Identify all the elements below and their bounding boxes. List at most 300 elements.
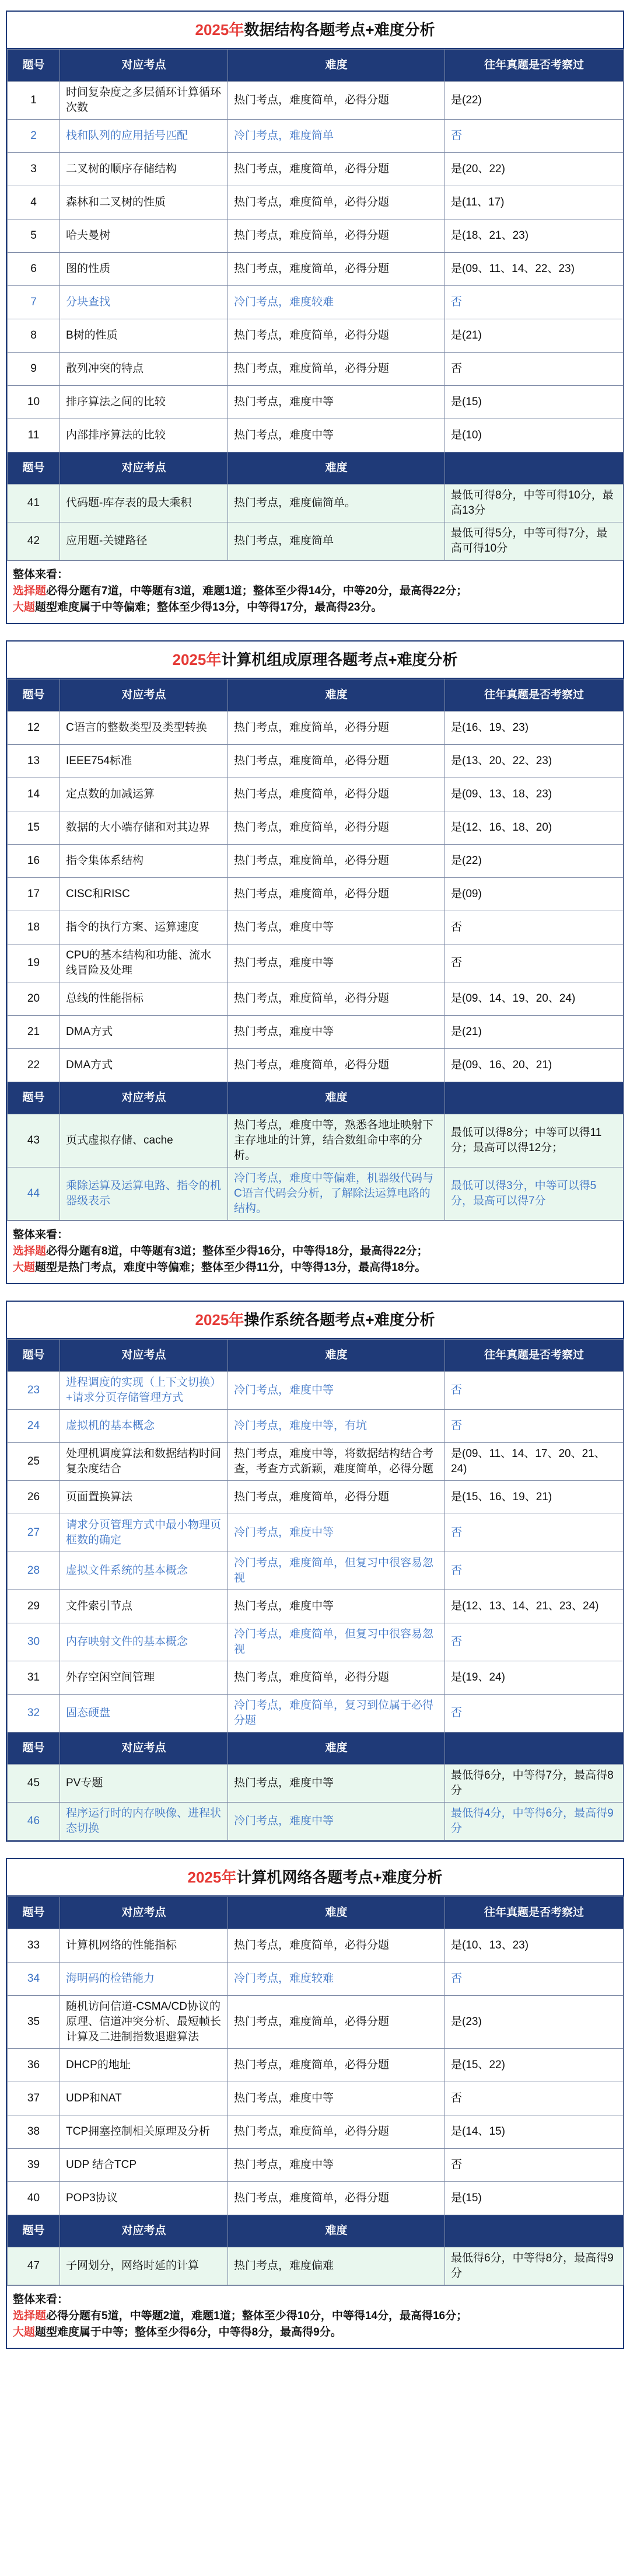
question-difficulty: 热门考点，难度简单，必得分题 xyxy=(228,186,445,219)
question-history: 是(20、22) xyxy=(445,153,624,186)
question-difficulty: 热门考点，难度简单，必得分题 xyxy=(228,219,445,253)
question-topic: 虚拟文件系统的基本概念 xyxy=(60,1552,228,1590)
col-header-topic: 对应考点 xyxy=(60,679,228,712)
ds-section-title xyxy=(7,12,623,49)
question-history: 否 xyxy=(445,2149,624,2182)
question-history: 是(09、13、18、23) xyxy=(445,778,624,811)
question-row xyxy=(8,1929,624,1962)
question-topic: 计算机网络的性能指标 xyxy=(60,1929,228,1962)
question-row xyxy=(8,386,624,419)
net-title-text: 计算机网络各题考点+难度分析 xyxy=(236,1869,443,1886)
question-topic: 页面置换算法 xyxy=(60,1481,228,1514)
col-header-num: 题号 xyxy=(8,1082,60,1114)
question-history: 是(14、15) xyxy=(445,2115,624,2149)
question-row xyxy=(8,1372,624,1410)
question-difficulty: 热门考点，难度简单，必得分题 xyxy=(228,2049,445,2082)
question-topic: 指令的执行方案、运算速度 xyxy=(60,911,228,944)
question-number: 17 xyxy=(8,878,60,911)
question-history: 是(18、21、23) xyxy=(445,219,624,253)
net-section xyxy=(6,1858,624,2349)
col-header-num: 题号 xyxy=(8,1897,60,1929)
question-topic: 数据的大小端存储和对其边界 xyxy=(60,811,228,845)
question-number: 27 xyxy=(8,1514,60,1552)
question-history: 是(22) xyxy=(445,845,624,878)
question-difficulty: 热门考点，难度简单，必得分题 xyxy=(228,253,445,286)
question-difficulty: 冷门考点，难度中等偏难，机器级代码与C语言代码会分析，了解除法运算电路的结构。 xyxy=(228,1167,445,1221)
question-score-range: 最低可以得3分，中等可以得5分，最高可以得7分 xyxy=(445,1167,624,1221)
question-topic: POP3协议 xyxy=(60,2182,228,2215)
question-number: 7 xyxy=(8,286,60,319)
question-history: 否 xyxy=(445,2082,624,2115)
question-topic: B树的性质 xyxy=(60,319,228,353)
summary-big-line xyxy=(13,2324,617,2341)
question-score-range: 最低可得8分，中等可得10分，最高13分 xyxy=(445,484,624,522)
col-header-difficulty: 难度 xyxy=(228,452,445,484)
summary-big-line xyxy=(13,1260,617,1276)
question-row xyxy=(8,2049,624,2082)
choice-text: 必得分题有7道，中等题有3道，难题1道；整体至少得14分，中等20分，最高得22分； xyxy=(46,585,468,597)
question-row xyxy=(8,353,624,386)
ds-title-year: 2025年 xyxy=(195,21,244,39)
question-history: 是(19、24) xyxy=(445,1661,624,1695)
question-difficulty: 热门考点，难度简单，必得分题 xyxy=(228,1996,445,2049)
question-difficulty: 热门考点，难度简单，必得分题 xyxy=(228,153,445,186)
ds-table xyxy=(7,49,624,560)
col-header-score xyxy=(445,452,624,484)
question-topic: 内部排序算法的比较 xyxy=(60,419,228,452)
question-history: 否 xyxy=(445,944,624,982)
question-difficulty: 热门考点，难度中等 xyxy=(228,911,445,944)
question-number: 47 xyxy=(8,2247,60,2285)
question-number: 1 xyxy=(8,82,60,120)
os-title-text: 操作系统各题考点+难度分析 xyxy=(244,1311,435,1329)
question-row xyxy=(8,2115,624,2149)
os-title-year: 2025年 xyxy=(195,1311,244,1329)
question-history: 否 xyxy=(445,1695,624,1733)
question-history: 是(12、16、18、20) xyxy=(445,811,624,845)
question-difficulty: 热门考点，难度简单，必得分题 xyxy=(228,1481,445,1514)
question-topic: UDP 结合TCP xyxy=(60,2149,228,2182)
summary-heading: 整体来看： xyxy=(13,569,69,581)
question-row xyxy=(8,911,624,944)
question-topic: 时间复杂度之多层循环计算循环次数 xyxy=(60,82,228,120)
os-section xyxy=(6,1301,624,1842)
big-question-row xyxy=(8,1114,624,1167)
ds-title-text: 数据结构各题考点+难度分析 xyxy=(244,21,435,39)
col-header-history: 往年真题是否考察过 xyxy=(445,50,624,82)
question-number: 4 xyxy=(8,186,60,219)
question-row xyxy=(8,153,624,186)
question-number: 18 xyxy=(8,911,60,944)
co-choice-rows xyxy=(8,712,624,1082)
question-history: 是(21) xyxy=(445,319,624,353)
question-topic: 分块查找 xyxy=(60,286,228,319)
summary-heading: 整体来看： xyxy=(13,1229,69,1241)
question-number: 24 xyxy=(8,1410,60,1443)
os-table xyxy=(7,1339,624,1841)
question-number: 36 xyxy=(8,2049,60,2082)
net-header-row xyxy=(8,1897,624,1929)
question-history: 是(12、13、14、21、23、24) xyxy=(445,1590,624,1623)
question-number: 5 xyxy=(8,219,60,253)
question-topic: 森林和二叉树的性质 xyxy=(60,186,228,219)
question-difficulty: 热门考点，难度简单 xyxy=(228,522,445,560)
question-topic: 图的性质 xyxy=(60,253,228,286)
question-row xyxy=(8,419,624,452)
question-topic: PV专题 xyxy=(60,1765,228,1803)
co-table xyxy=(7,679,624,1221)
question-number: 13 xyxy=(8,745,60,778)
col-header-topic: 对应考点 xyxy=(60,452,228,484)
question-difficulty: 热门考点，难度简单，必得分题 xyxy=(228,712,445,745)
question-history: 是(21) xyxy=(445,1016,624,1049)
col-header-topic: 对应考点 xyxy=(60,50,228,82)
big-text: 题型难度属于中等；整体至少得6分，中等得8分，最高得9分。 xyxy=(35,2326,342,2338)
question-row xyxy=(8,811,624,845)
ds-choice-rows xyxy=(8,82,624,452)
net-summary xyxy=(7,2285,623,2348)
question-number: 45 xyxy=(8,1765,60,1803)
question-number: 8 xyxy=(8,319,60,353)
question-row xyxy=(8,1996,624,2049)
ds-summary xyxy=(7,560,623,623)
question-history: 是(16、19、23) xyxy=(445,712,624,745)
question-difficulty: 热门考点，难度简单，必得分题 xyxy=(228,878,445,911)
question-history: 是(15、22) xyxy=(445,2049,624,2082)
question-topic: 排序算法之间的比较 xyxy=(60,386,228,419)
question-topic: 文件索引节点 xyxy=(60,1590,228,1623)
question-history: 是(09、16、20、21) xyxy=(445,1049,624,1082)
question-number: 33 xyxy=(8,1929,60,1962)
col-header-difficulty: 难度 xyxy=(228,1733,445,1765)
question-row xyxy=(8,2082,624,2115)
question-number: 43 xyxy=(8,1114,60,1167)
question-number: 6 xyxy=(8,253,60,286)
question-row xyxy=(8,878,624,911)
col-header-difficulty: 难度 xyxy=(228,50,445,82)
question-row xyxy=(8,82,624,120)
col-header-score xyxy=(445,1733,624,1765)
question-topic: 页式虚拟存储、cache xyxy=(60,1114,228,1167)
question-difficulty: 冷门考点，难度较难 xyxy=(228,286,445,319)
question-row xyxy=(8,1661,624,1695)
question-history: 否 xyxy=(445,1962,624,1996)
col-header-history: 往年真题是否考察过 xyxy=(445,1897,624,1929)
col-header-difficulty: 难度 xyxy=(228,1340,445,1372)
question-topic: 虚拟机的基本概念 xyxy=(60,1410,228,1443)
col-header-num: 题号 xyxy=(8,679,60,712)
question-number: 10 xyxy=(8,386,60,419)
question-difficulty: 热门考点，难度中等 xyxy=(228,1590,445,1623)
question-topic: UDP和NAT xyxy=(60,2082,228,2115)
question-topic: 乘除运算及运算电路、指令的机器级表示 xyxy=(60,1167,228,1221)
question-score-range: 最低得6分，中等得7分，最高得8分 xyxy=(445,1765,624,1803)
question-topic: 进程调度的实现（上下文切换）+请求分页存储管理方式 xyxy=(60,1372,228,1410)
question-row xyxy=(8,982,624,1016)
col-header-history: 往年真题是否考察过 xyxy=(445,1340,624,1372)
question-history: 否 xyxy=(445,911,624,944)
question-difficulty: 热门考点，难度中等 xyxy=(228,1765,445,1803)
question-difficulty: 热门考点，难度简单，必得分题 xyxy=(228,745,445,778)
question-difficulty: 热门考点，难度偏简单。 xyxy=(228,484,445,522)
question-history: 是(10、13、23) xyxy=(445,1929,624,1962)
question-difficulty: 冷门考点，难度中等 xyxy=(228,1803,445,1841)
question-row xyxy=(8,120,624,153)
col-header-topic: 对应考点 xyxy=(60,1340,228,1372)
question-number: 26 xyxy=(8,1481,60,1514)
question-difficulty: 热门考点，难度简单，必得分题 xyxy=(228,778,445,811)
co-section-title xyxy=(7,642,623,679)
question-number: 31 xyxy=(8,1661,60,1695)
question-topic: 随机访问信道-CSMA/CD协议的原理、信道冲突分析、最短帧长计算及二进制指数退避算法 xyxy=(60,1996,228,2049)
col-header-history: 往年真题是否考察过 xyxy=(445,679,624,712)
big-text: 题型是热门考点，难度中等偏难；整体至少得11分，中等得13分，最高得18分。 xyxy=(35,1261,426,1274)
question-difficulty: 冷门考点，难度中等 xyxy=(228,1372,445,1410)
question-history: 是(09、11、14、22、23) xyxy=(445,253,624,286)
question-row xyxy=(8,778,624,811)
question-history: 是(09、11、14、17、20、21、24) xyxy=(445,1443,624,1481)
question-history: 否 xyxy=(445,1514,624,1552)
col-header-difficulty: 难度 xyxy=(228,1897,445,1929)
question-row xyxy=(8,1016,624,1049)
question-row xyxy=(8,253,624,286)
question-row xyxy=(8,1481,624,1514)
question-row xyxy=(8,2149,624,2182)
question-difficulty: 冷门考点，难度中等，有坑 xyxy=(228,1410,445,1443)
question-topic: DMA方式 xyxy=(60,1016,228,1049)
question-row xyxy=(8,1049,624,1082)
question-row xyxy=(8,1552,624,1590)
question-row xyxy=(8,944,624,982)
question-difficulty: 热门考点，难度简单，必得分题 xyxy=(228,2182,445,2215)
net-choice-rows xyxy=(8,1929,624,2215)
question-row xyxy=(8,319,624,353)
net-table xyxy=(7,1897,624,2285)
col-header-num: 题号 xyxy=(8,50,60,82)
question-difficulty: 冷门考点，难度简单，但复习中很容易忽视 xyxy=(228,1623,445,1661)
question-number: 42 xyxy=(8,522,60,560)
question-difficulty: 热门考点，难度简单，必得分题 xyxy=(228,1929,445,1962)
question-history: 否 xyxy=(445,1372,624,1410)
question-difficulty: 冷门考点，难度简单，但复习中很容易忽视 xyxy=(228,1552,445,1590)
question-number: 34 xyxy=(8,1962,60,1996)
question-difficulty: 热门考点，难度中等 xyxy=(228,2082,445,2115)
col-header-num: 题号 xyxy=(8,1733,60,1765)
question-score-range: 最低得6分，中等得8分，最高得9分 xyxy=(445,2247,624,2285)
co-summary xyxy=(7,1221,623,1283)
question-number: 46 xyxy=(8,1803,60,1841)
question-row xyxy=(8,1410,624,1443)
col-header-difficulty: 难度 xyxy=(228,679,445,712)
question-row xyxy=(8,1623,624,1661)
question-topic: IEEE754标准 xyxy=(60,745,228,778)
question-number: 19 xyxy=(8,944,60,982)
big-question-row xyxy=(8,484,624,522)
summary-big-line xyxy=(13,599,617,616)
os-header-row xyxy=(8,1340,624,1372)
question-difficulty: 热门考点，难度中等，熟悉各地址映射下主存地址的计算，结合数组命中率的分析。 xyxy=(228,1114,445,1167)
col-header-num: 题号 xyxy=(8,2215,60,2247)
big-label: 大题 xyxy=(13,1261,36,1274)
question-row xyxy=(8,1962,624,1996)
question-number: 25 xyxy=(8,1443,60,1481)
question-history: 是(15) xyxy=(445,386,624,419)
question-topic: 二叉树的顺序存储结构 xyxy=(60,153,228,186)
net-title-year: 2025年 xyxy=(187,1869,237,1886)
question-number: 29 xyxy=(8,1590,60,1623)
question-row xyxy=(8,712,624,745)
question-row xyxy=(8,745,624,778)
question-number: 22 xyxy=(8,1049,60,1082)
big-question-row xyxy=(8,1803,624,1841)
question-difficulty: 冷门考点，难度较难 xyxy=(228,1962,445,1996)
question-row xyxy=(8,286,624,319)
question-number: 39 xyxy=(8,2149,60,2182)
ds-header-row xyxy=(8,50,624,82)
question-number: 23 xyxy=(8,1372,60,1410)
question-topic: 栈和队列的应用括号匹配 xyxy=(60,120,228,153)
os-section-title xyxy=(7,1302,623,1339)
question-number: 35 xyxy=(8,1996,60,2049)
question-difficulty: 热门考点，难度偏难 xyxy=(228,2247,445,2285)
question-difficulty: 热门考点，难度简单，必得分题 xyxy=(228,2115,445,2149)
question-difficulty: 热门考点，难度简单，必得分题 xyxy=(228,82,445,120)
question-number: 2 xyxy=(8,120,60,153)
question-difficulty: 热门考点，难度简单，必得分题 xyxy=(228,353,445,386)
question-number: 32 xyxy=(8,1695,60,1733)
col-header-difficulty: 难度 xyxy=(228,1082,445,1114)
question-difficulty: 热门考点，难度中等 xyxy=(228,944,445,982)
question-difficulty: 热门考点，难度简单，必得分题 xyxy=(228,845,445,878)
question-score-range: 最低得4分，中等得6分，最高得9分 xyxy=(445,1803,624,1841)
question-number: 28 xyxy=(8,1552,60,1590)
co-section xyxy=(6,640,624,1284)
question-topic: 定点数的加减运算 xyxy=(60,778,228,811)
question-topic: 海明码的检错能力 xyxy=(60,1962,228,1996)
col-header-score xyxy=(445,1082,624,1114)
question-topic: TCP拥塞控制相关原理及分析 xyxy=(60,2115,228,2149)
question-row xyxy=(8,1514,624,1552)
choice-text: 必得分题有5道，中等题2道，难题1道；整体至少得10分，中等得14分，最高得16分； xyxy=(46,2310,468,2322)
question-number: 16 xyxy=(8,845,60,878)
col-header-num: 题号 xyxy=(8,1340,60,1372)
question-history: 是(22) xyxy=(445,82,624,120)
summary-heading: 整体来看： xyxy=(13,2293,69,2306)
choice-label: 选择题 xyxy=(13,585,47,597)
big-question-row xyxy=(8,1167,624,1221)
co-big-rows xyxy=(8,1114,624,1221)
question-history: 否 xyxy=(445,353,624,386)
question-topic: 请求分页管理方式中最小物理页框数的确定 xyxy=(60,1514,228,1552)
question-row xyxy=(8,1590,624,1623)
question-history: 否 xyxy=(445,1410,624,1443)
question-row xyxy=(8,1695,624,1733)
question-difficulty: 热门考点，难度中等 xyxy=(228,386,445,419)
question-difficulty: 热门考点，难度中等 xyxy=(228,2149,445,2182)
co-title-text: 计算机组成原理各题考点+难度分析 xyxy=(221,651,458,668)
question-row xyxy=(8,219,624,253)
question-number: 12 xyxy=(8,712,60,745)
col-header-topic: 对应考点 xyxy=(60,2215,228,2247)
question-topic: 散列冲突的特点 xyxy=(60,353,228,386)
question-number: 15 xyxy=(8,811,60,845)
question-difficulty: 热门考点，难度中等 xyxy=(228,419,445,452)
question-topic: 处理机调度算法和数据结构时间复杂度结合 xyxy=(60,1443,228,1481)
question-topic: C语言的整数类型及类型转换 xyxy=(60,712,228,745)
question-number: 3 xyxy=(8,153,60,186)
question-difficulty: 热门考点，难度简单，必得分题 xyxy=(228,811,445,845)
question-topic: 代码题-库存表的最大乘积 xyxy=(60,484,228,522)
question-number: 38 xyxy=(8,2115,60,2149)
question-difficulty: 热门考点，难度中等 xyxy=(228,1016,445,1049)
summary-choice-line xyxy=(13,1243,617,1260)
col-header-score xyxy=(445,2215,624,2247)
question-history: 是(10) xyxy=(445,419,624,452)
question-topic: DHCP的地址 xyxy=(60,2049,228,2082)
question-topic: 总线的性能指标 xyxy=(60,982,228,1016)
question-topic: 程序运行时的内存映像、进程状态切换 xyxy=(60,1803,228,1841)
big-question-row xyxy=(8,522,624,560)
question-history: 是(13、20、22、23) xyxy=(445,745,624,778)
ds-section xyxy=(6,11,624,624)
question-history: 是(09) xyxy=(445,878,624,911)
question-number: 41 xyxy=(8,484,60,522)
big-text: 题型难度属于中等偏难；整体至少得13分，中等得17分，最高得23分。 xyxy=(35,601,383,614)
choice-label: 选择题 xyxy=(13,1245,47,1257)
big-question-row xyxy=(8,1765,624,1803)
question-history: 否 xyxy=(445,1623,624,1661)
os-choice-rows xyxy=(8,1372,624,1733)
question-number: 9 xyxy=(8,353,60,386)
col-header-topic: 对应考点 xyxy=(60,1897,228,1929)
question-topic: 哈夫曼树 xyxy=(60,219,228,253)
question-number: 44 xyxy=(8,1167,60,1221)
question-history: 是(15、16、19、21) xyxy=(445,1481,624,1514)
ds-big-header-row xyxy=(8,452,624,484)
question-difficulty: 热门考点，难度简单，必得分题 xyxy=(228,982,445,1016)
question-history: 是(11、17) xyxy=(445,186,624,219)
question-row xyxy=(8,2182,624,2215)
question-difficulty: 冷门考点，难度简单，复习到位属于必得分题 xyxy=(228,1695,445,1733)
net-section-title xyxy=(7,1859,623,1897)
ds-big-rows xyxy=(8,484,624,560)
question-row xyxy=(8,1443,624,1481)
question-score-range: 最低可以得8分；中等可以得11分；最高可以得12分； xyxy=(445,1114,624,1167)
net-big-header-row xyxy=(8,2215,624,2247)
col-header-topic: 对应考点 xyxy=(60,1733,228,1765)
question-history: 否 xyxy=(445,1552,624,1590)
question-history: 否 xyxy=(445,120,624,153)
question-topic: 内存映射文件的基本概念 xyxy=(60,1623,228,1661)
question-row xyxy=(8,186,624,219)
summary-choice-line xyxy=(13,2308,617,2324)
question-score-range: 最低可得5分，中等可得7分，最高可得10分 xyxy=(445,522,624,560)
col-header-topic: 对应考点 xyxy=(60,1082,228,1114)
big-label: 大题 xyxy=(13,601,36,614)
os-big-rows xyxy=(8,1765,624,1841)
question-history: 否 xyxy=(445,286,624,319)
question-topic: CISC和RISC xyxy=(60,878,228,911)
question-difficulty: 冷门考点，难度简单 xyxy=(228,120,445,153)
os-big-header-row xyxy=(8,1733,624,1765)
question-topic: 子网划分，网络时延的计算 xyxy=(60,2247,228,2285)
question-difficulty: 冷门考点，难度中等 xyxy=(228,1514,445,1552)
question-number: 40 xyxy=(8,2182,60,2215)
question-difficulty: 热门考点，难度简单，必得分题 xyxy=(228,319,445,353)
question-number: 21 xyxy=(8,1016,60,1049)
col-header-num: 题号 xyxy=(8,452,60,484)
choice-text: 必得分题有8道，中等题有3道；整体至少得16分，中等得18分，最高得22分； xyxy=(46,1245,428,1257)
